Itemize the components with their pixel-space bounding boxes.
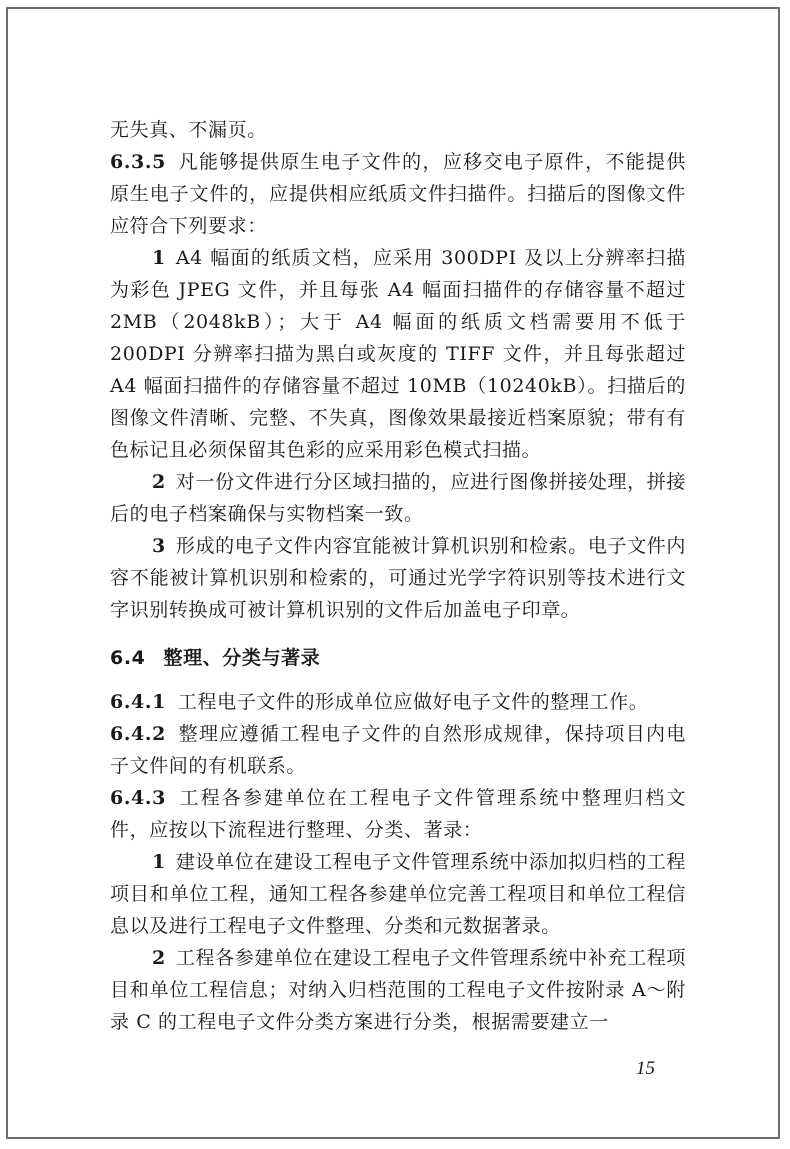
list-item: [110, 942, 686, 1038]
clause-number: 6.4.2: [110, 723, 166, 745]
list-item: [110, 530, 686, 626]
item-text: A4 幅面的纸质文档，应采用 300DPI 及以上分辨率扫描为彩色 JPEG 文件，并且每张 A4 幅面扫描件的存储容量不超过 2MB（2048kB）；大于 A4 幅面的纸质文档需要用不低于 200DPI 分辨率扫描为黑白或灰度的 TIFF 文件，并且每张超过 A4 幅面扫描件的存储容量不超过 10MB（10240kB）。扫描后的图像文件清晰、完整、不失真，图像效果最接近档案原貌；带有有色标记且必须保留其色彩的应采用彩色模式扫描。: [110, 247, 686, 461]
item-number: 2: [152, 471, 166, 493]
clause-6-3-5: [110, 146, 686, 242]
clause-number: 6.4.3: [110, 787, 166, 809]
paragraph: 无失真、不漏页。: [110, 119, 267, 141]
item-number: 3: [152, 535, 166, 557]
clause-text: 工程各参建单位在工程电子文件管理系统中整理归档文件，应按以下流程进行整理、分类、著录：: [110, 787, 686, 841]
clause-text: 工程电子文件的形成单位应做好电子文件的整理工作。: [177, 691, 649, 713]
section-number: 6.4: [110, 647, 146, 669]
list-item: [110, 466, 686, 530]
item-text: 对一份文件进行分区域扫描的，应进行图像拼接处理，拼接后的电子档案确保与实物档案一致。: [110, 471, 686, 525]
clause-number: 6.3.5: [110, 151, 166, 173]
clause-text: 整理应遵循工程电子文件的自然形成规律，保持项目内电子文件间的有机联系。: [110, 723, 686, 777]
list-item: [110, 846, 686, 942]
item-text: 建设单位在建设工程电子文件管理系统中添加拟归档的工程项目和单位工程，通知工程各参建单位完善工程项目和单位工程信息以及进行工程电子文件整理、分类和元数据著录。: [110, 851, 686, 937]
item-number: 2: [152, 947, 166, 969]
clause-6-4-2: [110, 718, 686, 782]
clause-text: 凡能够提供原生电子文件的，应移交电子原件，不能提供原生电子文件的，应提供相应纸质文件扫描件。扫描后的图像文件应符合下列要求：: [110, 151, 686, 237]
item-text: 工程各参建单位在建设工程电子文件管理系统中补充工程项目和单位工程信息；对纳入归档范围的工程电子文件按附录 A～附录 C 的工程电子文件分类方案进行分类，根据需要建立一: [110, 947, 686, 1033]
item-number: 1: [152, 247, 166, 269]
item-number: 1: [152, 851, 166, 873]
clause-6-4-1: [110, 686, 686, 718]
clause-number: 6.4.1: [110, 691, 166, 713]
list-item: [110, 242, 686, 466]
page-number: 15: [636, 1058, 655, 1079]
document-body: [110, 114, 686, 1038]
clause-6-4-3: [110, 782, 686, 846]
section-title-text: 整理、分类与著录: [163, 647, 321, 669]
item-text: 形成的电子文件内容宜能被计算机识别和检索。电子文件内容不能被计算机识别和检索的，可通过光学字符识别等技术进行文字识别转换成可被计算机识别的文件后加盖电子印章。: [110, 535, 686, 621]
section-heading: [110, 642, 686, 674]
